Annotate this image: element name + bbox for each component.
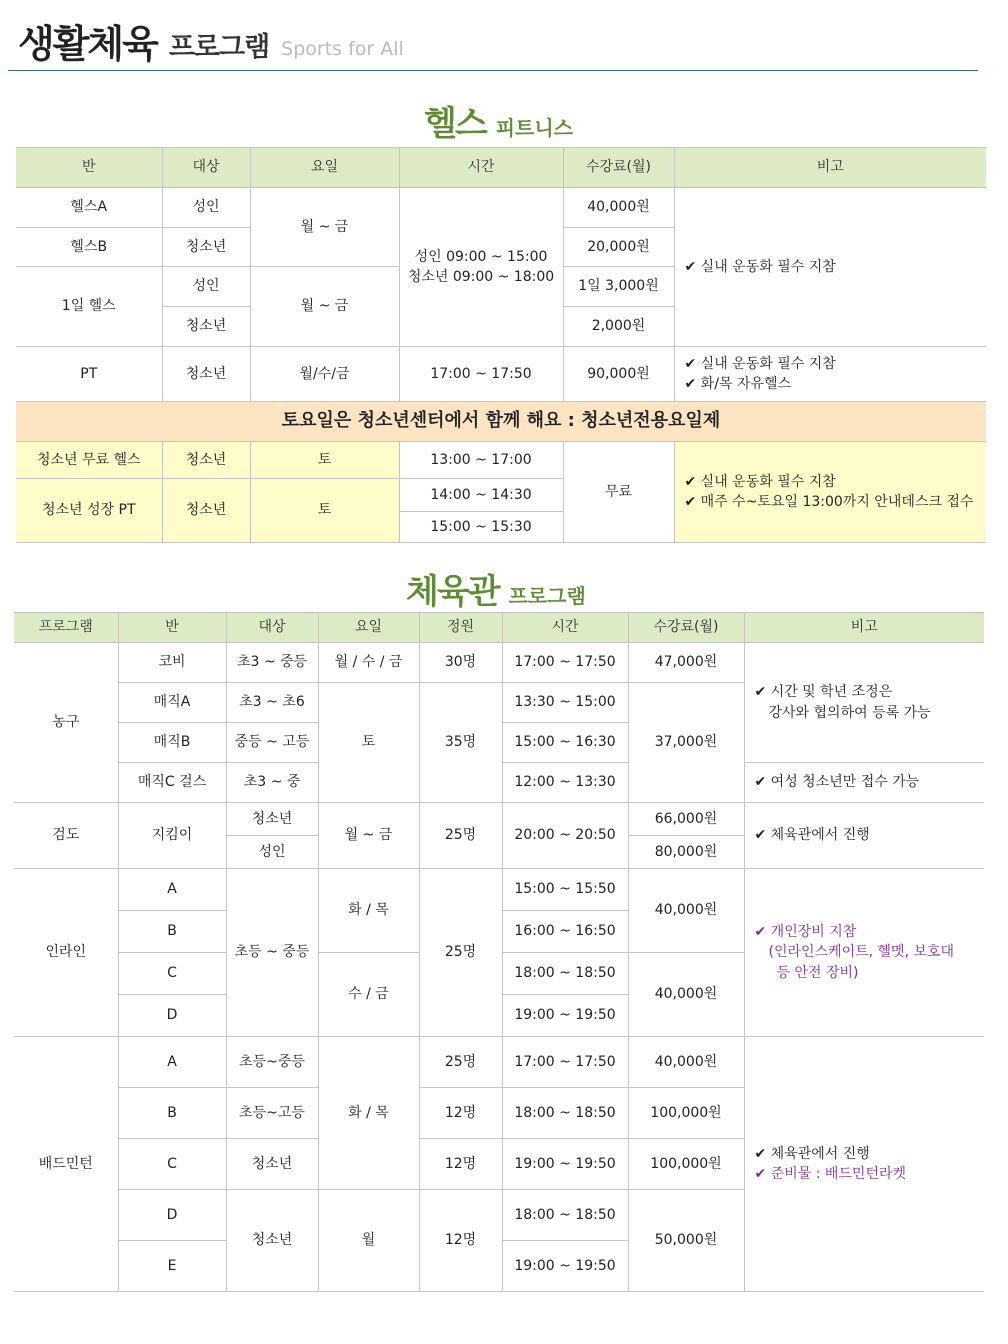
class-cell: 매직A bbox=[118, 683, 226, 723]
fee-cell: 47,000원 bbox=[628, 643, 744, 683]
note-cell bbox=[744, 1037, 984, 1292]
page-header bbox=[18, 12, 404, 68]
class-cell: 1일 헬스 bbox=[16, 267, 162, 347]
fee-cell: 20,000원 bbox=[563, 228, 674, 267]
table-header-row bbox=[14, 613, 984, 643]
fee-cell: 80,000원 bbox=[628, 836, 744, 869]
time-cell: 16:00 ~ 16:50 bbox=[502, 911, 628, 953]
class-cell: 헬스B bbox=[16, 228, 162, 267]
target-cell: 초등~고등 bbox=[226, 1088, 318, 1139]
days-cell: 화 / 목 bbox=[318, 1037, 419, 1190]
fee-cell: 40,000원 bbox=[628, 1037, 744, 1088]
page-title-sub: 프로그램 bbox=[168, 32, 270, 63]
col-header: 요일 bbox=[318, 613, 419, 643]
target-cell: 청소년 bbox=[162, 442, 250, 479]
health-title: 헬스 bbox=[424, 104, 486, 144]
fee-cell: 2,000원 bbox=[563, 307, 674, 347]
capacity-cell: 25명 bbox=[419, 869, 502, 1037]
health-section-title bbox=[424, 96, 573, 145]
days-cell: 월 / 수 / 금 bbox=[318, 643, 419, 683]
col-header: 대상 bbox=[226, 613, 318, 643]
class-cell: 매직B bbox=[118, 723, 226, 763]
capacity-cell: 35명 bbox=[419, 683, 502, 803]
target-cell: 청소년 bbox=[162, 307, 250, 347]
fee-cell: 90,000원 bbox=[563, 347, 674, 402]
note-line: ✔ 체육관에서 진행 bbox=[754, 1145, 870, 1162]
target-cell: 성인 bbox=[162, 267, 250, 307]
table-row bbox=[16, 188, 986, 228]
time-cell: 13:00 ~ 17:00 bbox=[399, 442, 563, 479]
capacity-cell: 12명 bbox=[419, 1190, 502, 1292]
days-cell: 토 bbox=[250, 479, 399, 543]
time-cell: 18:00 ~ 18:50 bbox=[502, 953, 628, 995]
fee-cell: 1일 3,000원 bbox=[563, 267, 674, 307]
time-cell: 15:00 ~ 15:50 bbox=[502, 869, 628, 911]
program-cell: 검도 bbox=[14, 803, 118, 869]
class-cell: A bbox=[118, 1037, 226, 1088]
note-line: (인라인스케이트, 헬멧, 보호대 bbox=[768, 944, 955, 961]
time-cell: 18:00 ~ 18:50 bbox=[502, 1190, 628, 1241]
target-cell: 청소년 bbox=[162, 479, 250, 543]
time-cell: 15:00 ~ 16:30 bbox=[502, 723, 628, 763]
fee-cell: 66,000원 bbox=[628, 803, 744, 836]
time-cell: 18:00 ~ 18:50 bbox=[502, 1088, 628, 1139]
time-youth: 청소년 09:00 ~ 18:00 bbox=[407, 269, 555, 285]
target-cell: 초3 ~ 중등 bbox=[226, 643, 318, 683]
days-cell: 월 ~ 금 bbox=[250, 188, 399, 267]
time-cell: 14:00 ~ 14:30 bbox=[399, 479, 563, 512]
col-header: 수강료(월) bbox=[563, 148, 674, 188]
target-cell: 청소년 bbox=[226, 803, 318, 836]
fee-cell: 50,000원 bbox=[628, 1190, 744, 1292]
page-title: 생활체육 bbox=[18, 22, 157, 66]
health-subtitle: 피트니스 bbox=[495, 116, 573, 140]
table-header-row bbox=[16, 148, 986, 188]
target-cell: 초3 ~ 중 bbox=[226, 763, 318, 803]
class-cell: D bbox=[118, 1190, 226, 1241]
col-header: 시간 bbox=[399, 148, 563, 188]
class-cell: 청소년 무료 헬스 bbox=[16, 442, 162, 479]
gym-subtitle: 프로그램 bbox=[508, 584, 586, 608]
gym-table bbox=[14, 612, 984, 1292]
gym-section-title bbox=[406, 564, 586, 613]
table-row bbox=[16, 347, 986, 402]
note-cell bbox=[674, 442, 986, 543]
col-header: 반 bbox=[118, 613, 226, 643]
col-header: 반 bbox=[16, 148, 162, 188]
class-cell: A bbox=[118, 869, 226, 911]
class-cell: C bbox=[118, 1139, 226, 1190]
capacity-cell: 12명 bbox=[419, 1139, 502, 1190]
class-cell: 매직C 걸스 bbox=[118, 763, 226, 803]
note-line: 강사와 협의하여 등록 가능 bbox=[768, 704, 931, 721]
time-cell: 19:00 ~ 19:50 bbox=[502, 995, 628, 1037]
fee-cell: 40,000원 bbox=[628, 869, 744, 953]
class-cell: D bbox=[118, 995, 226, 1037]
time-cell: 17:00 ~ 17:50 bbox=[502, 643, 628, 683]
target-cell: 중등 ~ 고등 bbox=[226, 723, 318, 763]
saturday-banner: 토요일은 청소년센터에서 함께 해요 : 청소년전용요일제 bbox=[16, 402, 986, 442]
class-cell: PT bbox=[16, 347, 162, 402]
days-cell: 수 / 금 bbox=[318, 953, 419, 1037]
gym-title: 체육관 bbox=[406, 572, 499, 612]
fee-cell: 무료 bbox=[563, 442, 674, 543]
program-cell: 농구 bbox=[14, 643, 118, 803]
target-cell: 청소년 bbox=[162, 228, 250, 267]
table-row bbox=[14, 869, 984, 911]
capacity-cell: 25명 bbox=[419, 1037, 502, 1088]
col-header: 수강료(월) bbox=[628, 613, 744, 643]
note-cell: ✔ 실내 운동화 필수 지참 bbox=[674, 188, 986, 347]
header-divider bbox=[8, 70, 978, 71]
col-header: 프로그램 bbox=[14, 613, 118, 643]
time-cell: 20:00 ~ 20:50 bbox=[502, 803, 628, 869]
class-cell: 지킴이 bbox=[118, 803, 226, 869]
time-cell: 17:00 ~ 17:50 bbox=[502, 1037, 628, 1088]
class-cell: 코비 bbox=[118, 643, 226, 683]
class-cell: 청소년 성장 PT bbox=[16, 479, 162, 543]
program-cell: 인라인 bbox=[14, 869, 118, 1037]
target-cell: 청소년 bbox=[226, 1190, 318, 1292]
capacity-cell: 30명 bbox=[419, 643, 502, 683]
note-cell: ✔ 여성 청소년만 접수 가능 bbox=[744, 763, 984, 803]
col-header: 대상 bbox=[162, 148, 250, 188]
fee-cell: 40,000원 bbox=[563, 188, 674, 228]
time-cell: 19:00 ~ 19:50 bbox=[502, 1139, 628, 1190]
capacity-cell: 12명 bbox=[419, 1088, 502, 1139]
note-line: ✔ 시간 및 학년 조정은 bbox=[754, 684, 893, 701]
note-line: ✔ 실내 운동화 필수 지참 bbox=[684, 355, 836, 372]
target-cell: 청소년 bbox=[162, 347, 250, 402]
note-cell bbox=[744, 643, 984, 763]
fee-cell: 37,000원 bbox=[628, 683, 744, 803]
note-line: ✔ 매주 수~토요일 13:00까지 안내데스크 접수 bbox=[684, 494, 974, 510]
time-cell: 19:00 ~ 19:50 bbox=[502, 1241, 628, 1292]
days-cell: 월/수/금 bbox=[250, 347, 399, 402]
class-cell: 헬스A bbox=[16, 188, 162, 228]
target-cell: 초3 ~ 초6 bbox=[226, 683, 318, 723]
note-line: ✔ 화/목 자유헬스 bbox=[684, 376, 791, 392]
class-cell: B bbox=[118, 1088, 226, 1139]
target-cell: 초등~중등 bbox=[226, 1037, 318, 1088]
days-cell: 월 ~ 금 bbox=[318, 803, 419, 869]
days-cell: 토 bbox=[250, 442, 399, 479]
fee-cell: 40,000원 bbox=[628, 953, 744, 1037]
time-cell: 15:00 ~ 15:30 bbox=[399, 512, 563, 543]
class-cell: E bbox=[118, 1241, 226, 1292]
target-cell: 성인 bbox=[162, 188, 250, 228]
table-row bbox=[14, 803, 984, 836]
banner-row bbox=[16, 402, 986, 442]
col-header: 정원 bbox=[419, 613, 502, 643]
target-cell: 초등 ~ 중등 bbox=[226, 869, 318, 1037]
col-header: 비고 bbox=[744, 613, 984, 643]
days-cell: 월 ~ 금 bbox=[250, 267, 399, 347]
note-line: 등 안전 장비) bbox=[776, 964, 859, 981]
target-cell: 성인 bbox=[226, 836, 318, 869]
table-row bbox=[14, 643, 984, 683]
note-line: ✔ 준비물 : 배드민턴라켓 bbox=[754, 1166, 907, 1182]
days-cell: 월 bbox=[318, 1190, 419, 1292]
note-line: ✔ 실내 운동화 필수 지참 bbox=[684, 473, 836, 490]
time-cell bbox=[399, 188, 563, 347]
fee-cell: 100,000원 bbox=[628, 1088, 744, 1139]
health-table bbox=[16, 147, 986, 543]
target-cell: 청소년 bbox=[226, 1139, 318, 1190]
col-header: 시간 bbox=[502, 613, 628, 643]
table-row bbox=[14, 1037, 984, 1088]
note-cell bbox=[674, 347, 986, 402]
class-cell: B bbox=[118, 911, 226, 953]
time-cell: 12:00 ~ 13:30 bbox=[502, 763, 628, 803]
time-cell: 13:30 ~ 15:00 bbox=[502, 683, 628, 723]
table-row bbox=[16, 442, 986, 479]
program-cell: 배드민턴 bbox=[14, 1037, 118, 1292]
time-cell: 17:00 ~ 17:50 bbox=[399, 347, 563, 402]
days-cell: 화 / 목 bbox=[318, 869, 419, 953]
col-header: 요일 bbox=[250, 148, 399, 188]
time-adult: 성인 09:00 ~ 15:00 bbox=[414, 248, 548, 265]
note-cell bbox=[744, 869, 984, 1037]
fee-cell: 100,000원 bbox=[628, 1139, 744, 1190]
note-line: ✔ 개인장비 지참 bbox=[754, 924, 857, 941]
days-cell: 토 bbox=[318, 683, 419, 803]
capacity-cell: 25명 bbox=[419, 803, 502, 869]
class-cell: C bbox=[118, 953, 226, 995]
col-header: 비고 bbox=[674, 148, 986, 188]
page-title-en: Sports for All bbox=[281, 38, 404, 60]
note-cell: ✔ 체육관에서 진행 bbox=[744, 803, 984, 869]
